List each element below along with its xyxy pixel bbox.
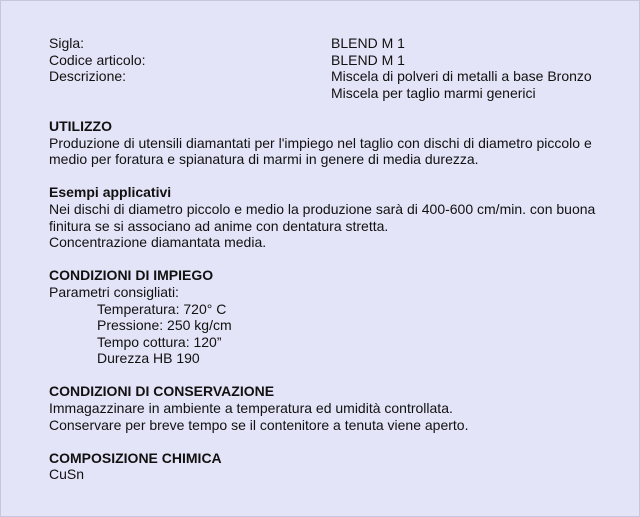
codice-value: BLEND M 1 xyxy=(331,51,405,68)
document-content xyxy=(49,35,629,483)
composizione-heading: COMPOSIZIONE CHIMICA xyxy=(49,449,222,466)
spec-row-codice xyxy=(49,52,629,69)
esempi-line-1: Nei dischi di diametro piccolo e medio la produzione sarà di 400-600 cm/min. con buona xyxy=(49,200,596,217)
param-pressione: Pressione: 250 kg/cm xyxy=(97,317,232,334)
sigla-value: BLEND M 1 xyxy=(331,35,405,51)
descrizione-value-2: Miscela per taglio marmi generici xyxy=(331,84,536,101)
impiego-intro: Parametri consigliati: xyxy=(49,283,179,300)
descrizione-label: Descrizione: xyxy=(49,68,127,85)
conservazione-heading: CONDIZIONI DI CONSERVAZIONE xyxy=(49,383,275,400)
descrizione-value-1: Miscela di polveri di metalli a base Bronzo xyxy=(331,68,592,85)
composizione-value: CuSn xyxy=(49,466,85,483)
esempi-heading: Esempi applicativi xyxy=(49,184,172,201)
impiego-heading: CONDIZIONI DI IMPIEGO xyxy=(49,267,214,284)
param-temperatura: Temperatura: 720° C xyxy=(97,300,227,317)
spec-row-descrizione-cont xyxy=(49,85,629,102)
esempi-line-2: finitura se si associano ad anime con dentatura stretta. xyxy=(49,217,389,234)
esempi-line-3: Concentrazione diamantata media. xyxy=(49,234,267,251)
utilizzo-line-1: Produzione di utensili diamantati per l'impiego nel taglio con dischi di diametro piccolo e xyxy=(49,134,592,151)
param-durezza: Durezza HB 190 xyxy=(97,350,200,367)
codice-label: Codice articolo: xyxy=(49,51,146,68)
spec-row-sigla xyxy=(49,35,629,52)
conservazione-line-1: Immagazzinare in ambiente a temperatura ed umidità controllata. xyxy=(49,400,453,417)
conservazione-line-2: Conservare per breve tempo se il contenitore a tenuta viene aperto. xyxy=(49,416,469,433)
utilizzo-line-2: medio per foratura e spianatura di marmi in genere di media durezza. xyxy=(49,151,479,168)
sigla-label: Sigla: xyxy=(49,35,85,51)
utilizzo-heading: UTILIZZO xyxy=(49,117,112,134)
param-tempo-cottura: Tempo cottura: 120” xyxy=(97,333,222,350)
spec-row-descrizione xyxy=(49,68,629,85)
